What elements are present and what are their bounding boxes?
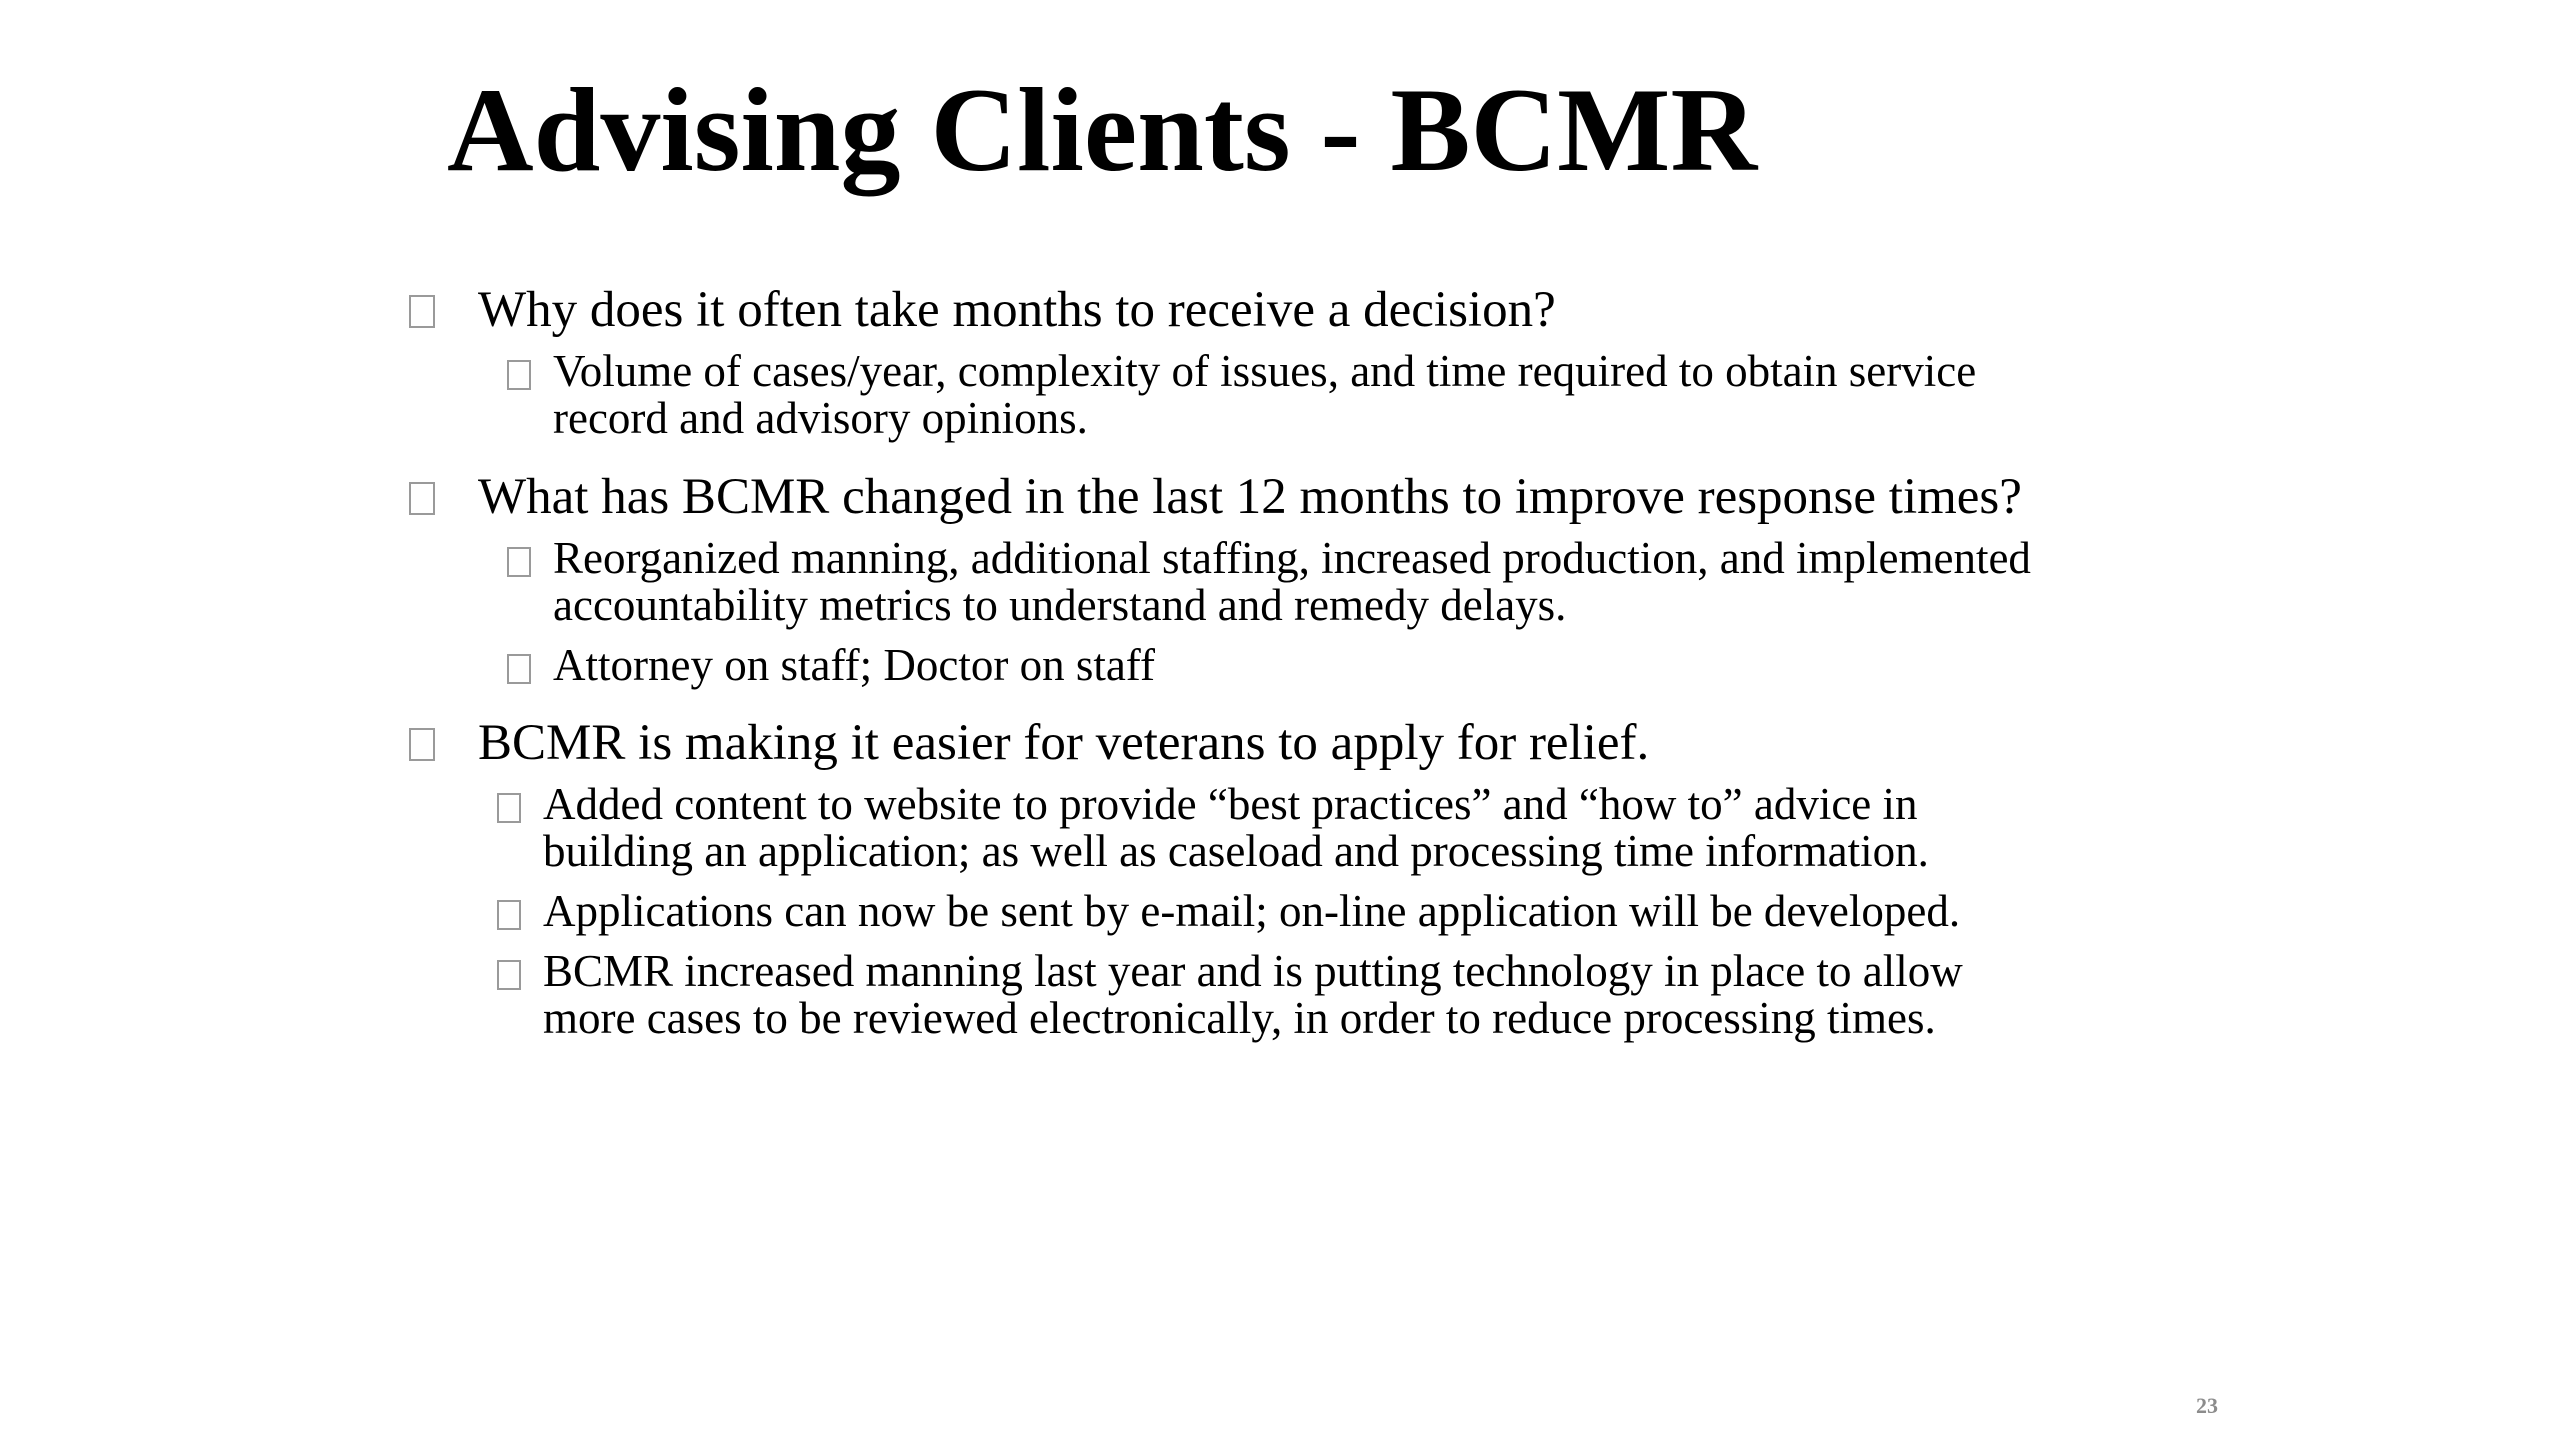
- bullet-box-icon: [409, 728, 435, 761]
- bullet-text: BCMR is making it easier for veterans to apply for relief.: [478, 715, 1650, 771]
- sub-bullet-line: Reorganized manning, additional staffing, increased production, and implemented: [553, 533, 2031, 583]
- sub-bullet-line: Attorney on staff; Doctor on staff: [553, 640, 1155, 690]
- sub-bullet-line: building an application; as well as caseload and processing time information.: [543, 826, 1929, 876]
- sub-bullet-text: [553, 348, 1976, 442]
- sub-bullet-line: accountability metrics to understand and remedy delays.: [553, 580, 1567, 630]
- bullet-box-icon: [507, 654, 531, 684]
- bullet-item: [409, 713, 1649, 773]
- bullet-text: What has BCMR changed in the last 12 months to improve response times?: [478, 469, 2022, 525]
- sub-bullet-text: [553, 642, 1155, 689]
- sub-bullet-item: [507, 642, 1155, 689]
- sub-bullet-line: more cases to be reviewed electronically, in order to reduce processing times.: [543, 993, 1936, 1043]
- bullet-box-icon: [409, 295, 435, 328]
- bullet-box-icon: [507, 547, 531, 577]
- sub-bullet-text: [543, 888, 1960, 935]
- sub-bullet-item: [497, 888, 1960, 935]
- bullet-box-icon: [409, 482, 435, 515]
- bullet-box-icon: [497, 793, 521, 823]
- bullet-item: [409, 467, 2022, 527]
- sub-bullet-text: [543, 948, 1963, 1042]
- sub-bullet-text: [543, 781, 1929, 875]
- sub-bullet-line: Added content to website to provide “best practices” and “how to” advice in: [543, 779, 1918, 829]
- bullet-box-icon: [497, 960, 521, 990]
- page-number: 23: [2196, 1393, 2218, 1418]
- sub-bullet-text: [553, 535, 2031, 629]
- slide-title: Advising Clients - BCMR: [447, 63, 1758, 196]
- sub-bullet-line: record and advisory opinions.: [553, 393, 1088, 443]
- bullet-text: Why does it often take months to receive a decision?: [478, 282, 1556, 338]
- bullet-box-icon: [507, 360, 531, 390]
- sub-bullet-line: Applications can now be sent by e-mail; on-line application will be developed.: [543, 886, 1961, 936]
- sub-bullet-line: BCMR increased manning last year and is putting technology in place to allow: [543, 946, 1963, 996]
- sub-bullet-item: [507, 535, 2031, 629]
- sub-bullet-line: Volume of cases/year, complexity of issues, and time required to obtain service: [553, 346, 1977, 396]
- bullet-item: [409, 280, 1556, 340]
- bullet-box-icon: [497, 900, 521, 930]
- sub-bullet-item: [507, 348, 1976, 442]
- sub-bullet-item: [497, 948, 1963, 1042]
- sub-bullet-item: [497, 781, 1929, 875]
